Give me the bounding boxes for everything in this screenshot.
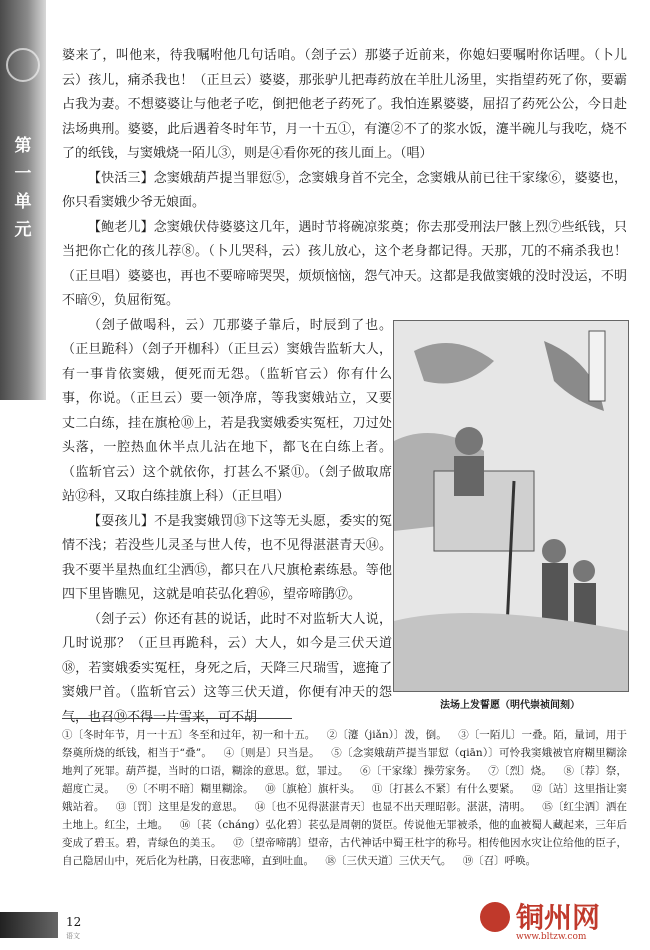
paragraph-5: 【耍孩儿】不是我窦娥罚⑬下这等无头愿，委实的冤情不浅；若没些儿灵圣与世人传，也不见得湛湛青天⑭。我不要半星热血红尘洒⑮，都只在八尺旗枪素练悬。等他四下里皆瞧见，这就是咱苌弘化碧⑯，望帝啼鹃⑰。: [62, 513, 392, 602]
footnote: ⑥〔干家缘〕操劳家务。: [360, 765, 477, 777]
footnote: ①〔冬时年节，月一十五〕冬至和过年，初一和十五。: [62, 729, 316, 741]
footnotes: [62, 726, 627, 870]
footnote-rule: [62, 718, 292, 719]
page-subject: 语文: [66, 932, 80, 940]
footnote: ⑨〔不明不暗〕糊里糊涂。: [126, 783, 254, 795]
paragraph-1: 婆来了，叫他来，待我嘱咐他几句话咱。（刽子云）那婆子近前来，你媳妇要嘱咐你话哩。（卜儿云）孩儿，痛杀我也！（正旦云）婆婆，那张驴儿把毒药放在羊肚儿汤里，实指望药死了你，要霸占我为妻。不想婆婆让与他老子吃，倒把他老子药死了。我怕连累婆婆，屈招了药死公公，今日赴法场典刑。婆婆，此后遇着冬时年节，月一十五①，有瀽②不了的浆水饭，瀽半碗儿与我吃，烧不了的纸钱，与窦娥烧一陌儿③，则是④看你死的孩儿面上。（唱）: [62, 48, 627, 161]
paragraph-3: 【鲍老儿】念窦娥伏侍婆婆这几年，遇时节将碗凉浆奠；你去那受刑法尸骸上烈⑦些纸钱，只当把你亡化的孩儿荐⑧。（卜儿哭科，云）孩儿放心，这个老身都记得。天那，兀的不痛杀我也！（正旦唱）婆婆也，再也不要啼啼哭哭，烦烦恼恼，怨气冲天。这都是我做窦娥的没时没运，不明不暗⑨，负屈衔冤。: [62, 219, 627, 308]
footnote: ⑰〔望帝啼鹃〕望帝，古代神话中蜀王杜宇的称号。相传他因水灾让位给他的臣子，自己隐居山中，死后化为杜鹃，日夜悲啼，直到吐血。: [62, 837, 628, 867]
watermark-logo-icon: [480, 902, 510, 932]
figure-caption: 法场上发誓愿（明代崇祯间刻）: [440, 700, 580, 711]
paragraph-4: （刽子做喝科，云）兀那婆子靠后，时辰到了也。（正旦跪科）（刽子开枷科）（正旦云）窦娥告监斩大人，有一事肯依窦娥，便死而无怨。（监斩官云）你有什么事，你说。（正旦云）要一领净席，等我窦娥站立，又要丈二白练，挂在旗枪⑩上，若是我窦娥委实冤枉，刀过处头落，一腔热血休半点儿沾在地下，都飞在白练上者。（监斩官云）这个就依你，打甚么不紧⑪。（刽子做取席站⑫科，又取白练挂旗上科）（正旦唱）: [62, 317, 392, 504]
footnote: ⑬〔罚〕这里是发的意思。: [115, 801, 244, 813]
footnote: ③〔一陌儿〕一叠。陌，量词，用于祭奠所烧的纸钱，相当于“叠”。: [62, 729, 628, 759]
footnote: ⑫〔站〕这里指让窦娥站着。: [62, 783, 628, 813]
footnote: ⑦〔烈〕烧。: [488, 765, 552, 777]
illustration-woodcut: [393, 320, 629, 692]
footnote: ⑮〔红尘洒〕洒在土地上。红尘，土地。: [62, 801, 628, 831]
footnote: ④〔则是〕只当是。: [223, 747, 320, 759]
paragraph-2: 【快活三】念窦娥葫芦提当罪愆⑤，念窦娥身首不完全，念窦娥从前已往干家缘⑥，婆婆也，你只看窦娥少爷无娘面。: [62, 170, 627, 210]
unit-sidebar: [0, 0, 46, 400]
watermark-url: www.bltzw.com: [516, 932, 587, 942]
ornament-icon: [6, 48, 40, 82]
footnote: ⑭〔也不见得湛湛青天〕也显不出天理昭彰。湛湛，清明。: [254, 801, 531, 813]
footnote: ⑧〔荐〕祭，超度亡灵。: [62, 765, 628, 795]
footnote: ②〔瀽（jiǎn）〕泼，倒。: [326, 729, 447, 741]
paragraph-6: （刽子云）你还有甚的说话，此时不对监斩大人说，几时说那？（正旦再跪科，云）大人，如今是三伏天道⑱，若窦娥委实冤枉，身死之后，天降三尺瑞雪，遮掩了窦娥尸首。（监斩官云）这等三伏天道，你便有冲天的怨气，也召⑲不得一片雪来，可不胡: [62, 611, 392, 725]
footnote: ⑯〔苌（cháng）弘化碧〕苌弘是周朝的贤臣。传说他无罪被杀，他的血被蜀人藏起来，三年后变成了碧玉。碧，青绿色的美玉。: [62, 819, 628, 849]
woodcut-image: [394, 321, 628, 691]
footnote: ⑲〔召〕呼唤。: [462, 855, 537, 867]
page-number: 12: [66, 915, 82, 929]
footnote: ⑱〔三伏天道〕三伏天气。: [325, 855, 452, 867]
footnote: ⑩〔旗枪〕旗杆头。: [265, 783, 361, 795]
footer-bar: [0, 912, 58, 938]
watermark-name: 铜州网: [516, 901, 601, 934]
unit-label: 第一单元: [14, 136, 32, 240]
footnote: ⑤〔念窦娥葫芦提当罪愆（qiān）〕可怜我窦娥被官府糊里糊涂地判了死罪。葫芦提，当时的口语，糊涂的意思。愆，罪过。: [62, 747, 627, 777]
footnote: ⑪〔打甚么不紧〕有什么要紧。: [371, 783, 521, 795]
watermark: [480, 896, 640, 946]
